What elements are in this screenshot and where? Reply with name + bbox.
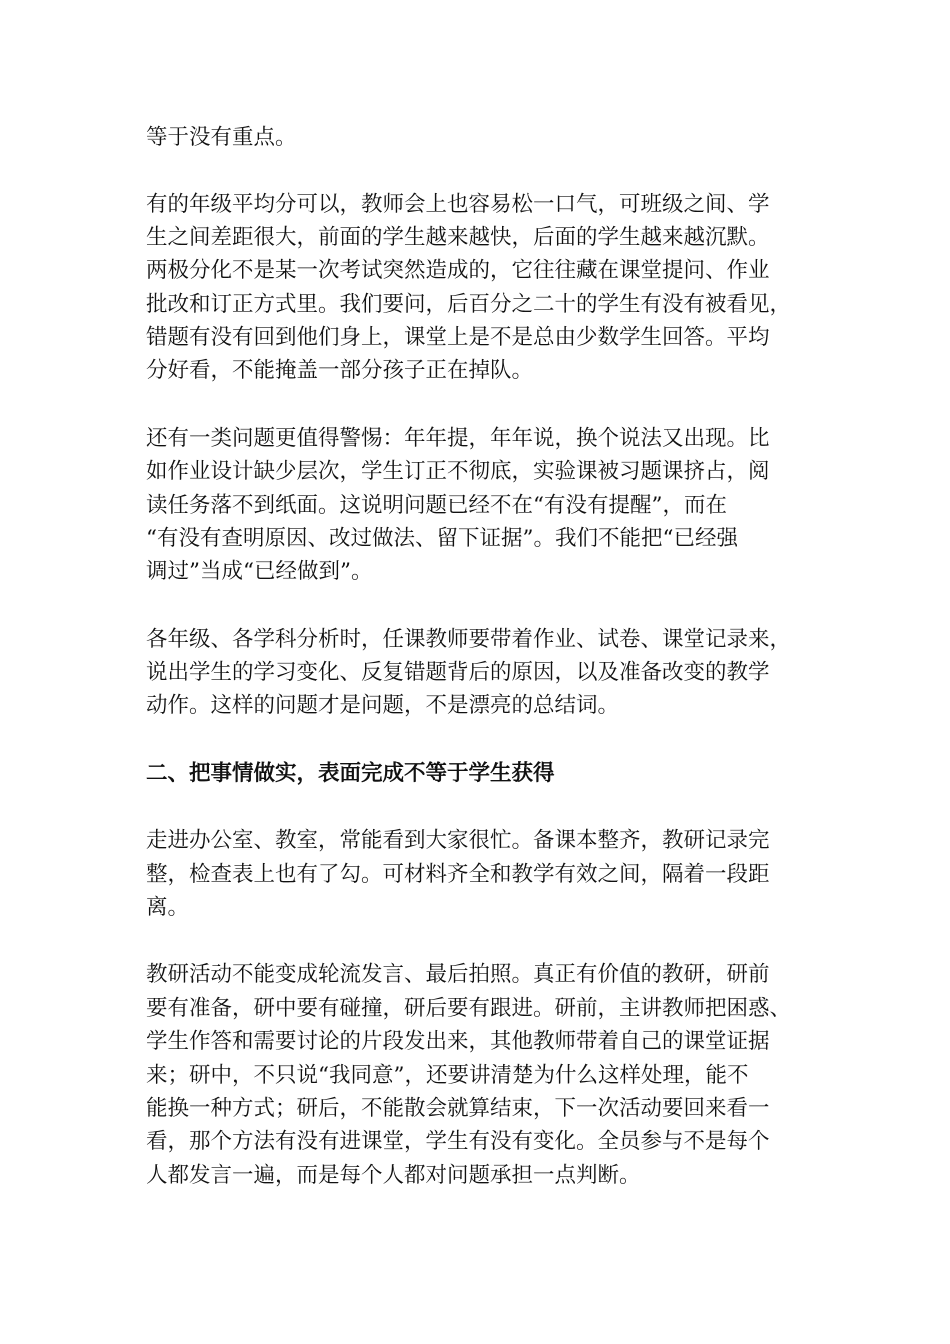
paragraph-3-line-5: 调过”当成“已经做到”。 bbox=[146, 559, 373, 584]
paragraph-6-line-3: 学生作答和需要讨论的片段发出来，其他教师带着自己的课堂证据 bbox=[146, 1029, 770, 1054]
paragraph-2-line-5: 错题有没有回到他们身上，课堂上是不是总由少数学生回答。平均 bbox=[146, 325, 770, 350]
paragraph-6-line-7: 人都发言一遍，而是每个人都对问题承担一点判断。 bbox=[146, 1163, 641, 1188]
paragraph-4-line-2: 说出学生的学习变化、反复错题背后的原因，以及准备改变的教学 bbox=[146, 660, 770, 685]
paragraph-2-line-4: 批改和订正方式里。我们要问，后百分之二十的学生有没有被看见， bbox=[146, 292, 792, 317]
paragraph-1-line-1: 等于没有重点。 bbox=[146, 125, 297, 150]
paragraph-4-line-3: 动作。这样的问题才是问题，不是漂亮的总结词。 bbox=[146, 693, 620, 718]
paragraph-5-line-1: 走进办公室、教室，常能看到大家很忙。备课本整齐，教研记录完 bbox=[146, 828, 770, 853]
paragraph-4-line-1: 各年级、各学科分析时，任课教师要带着作业、试卷、课堂记录来， bbox=[146, 627, 792, 652]
paragraph-3-line-3: 读任务落不到纸面。这说明问题已经不在“有没有提醒”，而在 bbox=[146, 493, 727, 518]
paragraph-3-line-4: “有没有查明原因、改过做法、留下证据”。我们不能把“已经强 bbox=[146, 526, 738, 551]
paragraph-2-line-3: 两极分化不是某一次考试突然造成的，它往往藏在课堂提问、作业 bbox=[146, 258, 770, 283]
paragraph-2-line-2: 生之间差距很大，前面的学生越来越快，后面的学生越来越沉默。 bbox=[146, 225, 770, 250]
paragraph-6-line-2: 要有准备，研中要有碰撞，研后要有跟进。研前，主讲教师把困惑、 bbox=[146, 996, 792, 1021]
paragraph-6-line-6: 看，那个方法有没有进课堂，学生有没有变化。全员参与不是每个 bbox=[146, 1129, 770, 1154]
paragraph-2-line-1: 有的年级平均分可以，教师会上也容易松一口气，可班级之间、学 bbox=[146, 192, 770, 217]
section-heading: 二、把事情做实，表面完成不等于学生获得 bbox=[146, 761, 555, 786]
paragraph-5-line-2: 整，检查表上也有了勾。可材料齐全和教学有效之间，隔着一段距 bbox=[146, 862, 770, 887]
paragraph-6-line-1: 教研活动不能变成轮流发言、最后拍照。真正有价值的教研，研前 bbox=[146, 962, 770, 987]
paragraph-2-line-6: 分好看，不能掩盖一部分孩子正在掉队。 bbox=[146, 358, 534, 383]
paragraph-5-line-3: 离。 bbox=[146, 895, 190, 920]
paragraph-6-line-5: 能换一种方式；研后，不能散会就算结束，下一次活动要回来看一 bbox=[146, 1096, 770, 1121]
paragraph-6-line-4: 来；研中，不只说“我同意”，还要讲清楚为什么这样处理，能不 bbox=[146, 1063, 749, 1088]
paragraph-3-line-2: 如作业设计缺少层次，学生订正不彻底，实验课被习题课挤占，阅 bbox=[146, 459, 770, 484]
paragraph-3-line-1: 还有一类问题更值得警惕：年年提，年年说，换个说法又出现。比 bbox=[146, 426, 770, 451]
